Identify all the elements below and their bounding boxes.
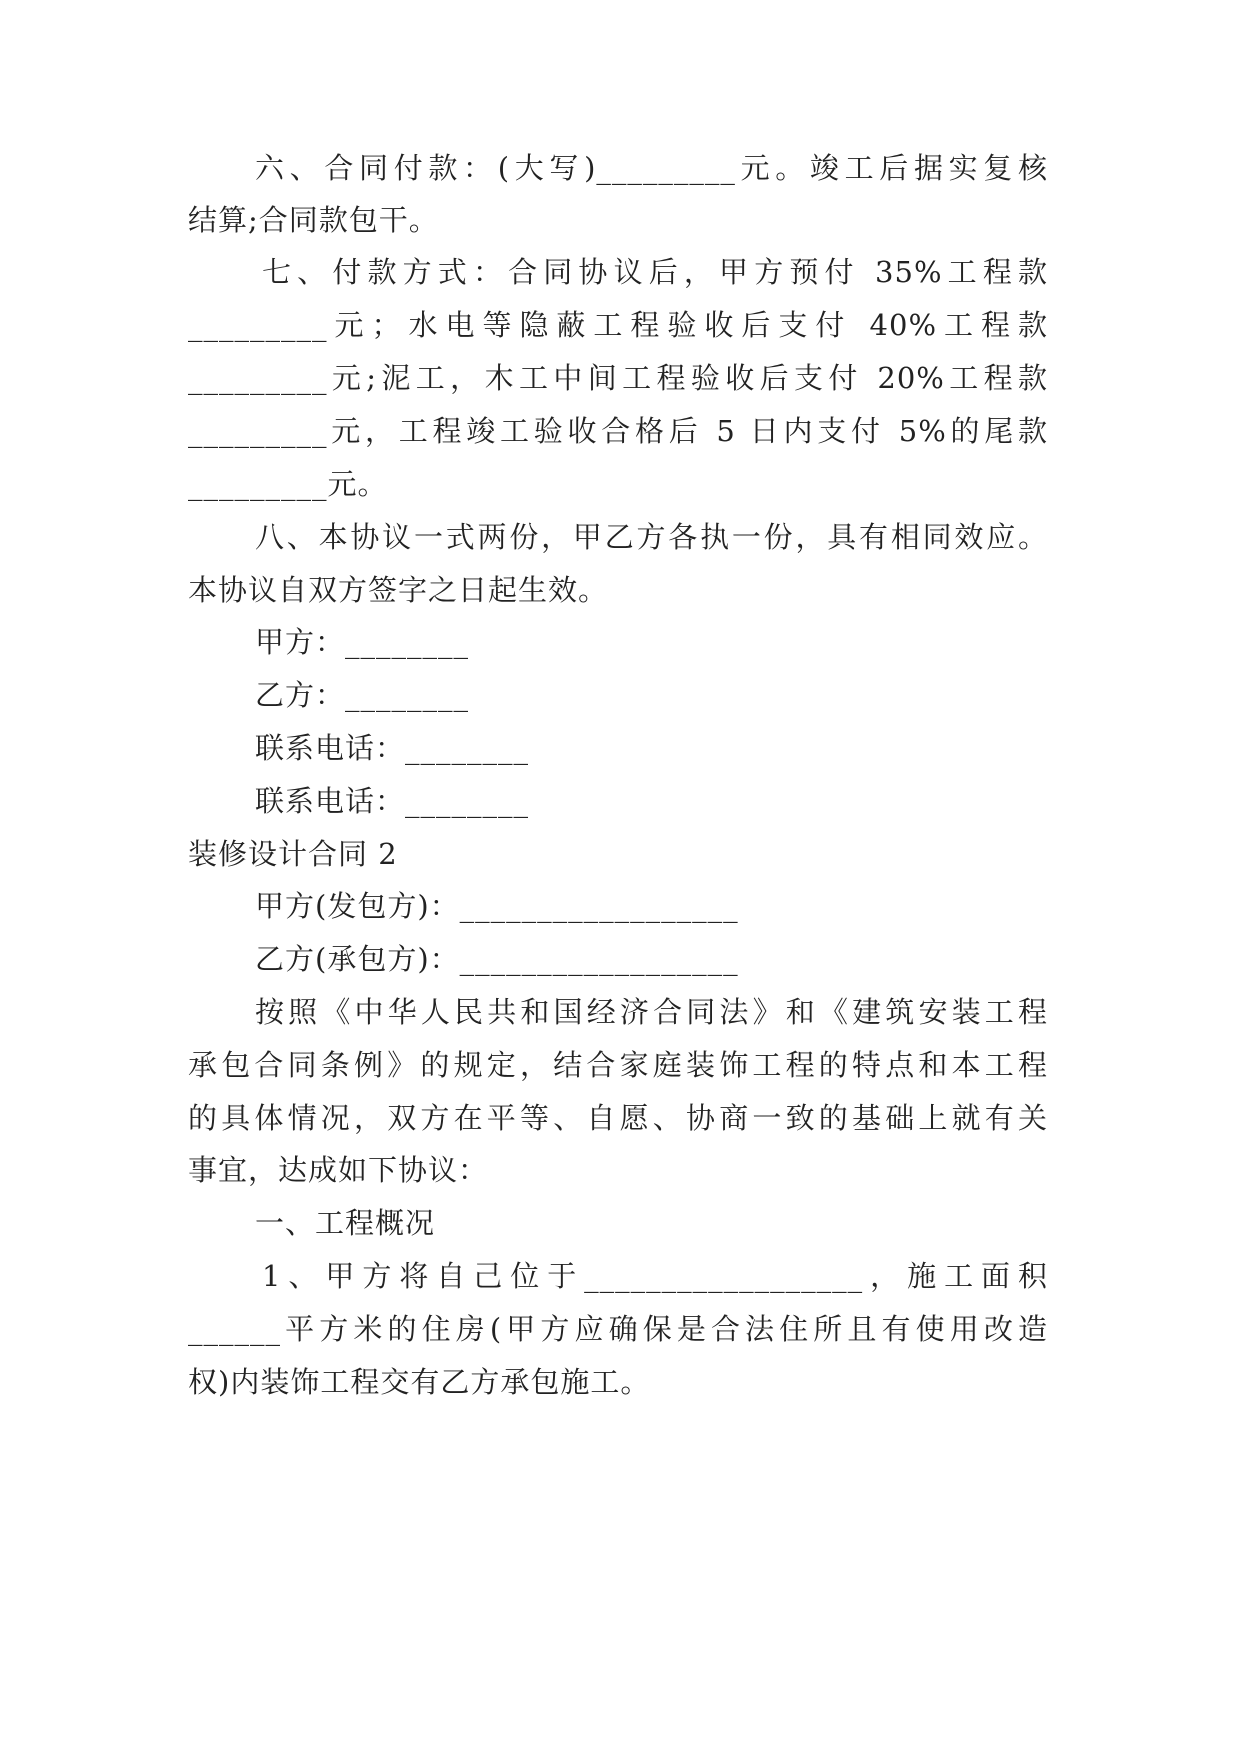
paragraph-8-line-1: 八、本协议一式两份，甲乙方各执一份，具有相同效应。 (255, 520, 1048, 554)
section-1-heading: 一、工程概况 (255, 1206, 436, 1240)
paragraph-6-line-2: 结算;合同款包干。 (188, 203, 439, 237)
paragraph-7-line-4: _________元，工程竣工验收合格后 5 日内支付 5%的尾款 (188, 414, 1048, 448)
paragraph-7-line-1: 七、付款方式：合同协议后，甲方预付 35%工程款 (262, 255, 1048, 289)
paragraph-7-line-5: _________元。 (188, 467, 388, 501)
preamble-line-3: 的具体情况，双方在平等、自愿、协商一致的基础上就有关 (188, 1101, 1048, 1135)
paragraph-7-line-2: _________元；水电等隐蔽工程验收后支付 40%工程款 (188, 308, 1048, 342)
item-1-line-3: 权)内装饰工程交有乙方承包施工。 (188, 1365, 651, 1399)
paragraph-8-line-2: 本协议自双方签字之日起生效。 (188, 573, 609, 607)
contract-2-title: 装修设计合同 2 (188, 837, 398, 871)
signature-party-a: 甲方：________ (255, 625, 470, 659)
preamble-line-4: 事宜，达成如下协议： (188, 1153, 489, 1187)
signature-phone-1: 联系电话：________ (255, 731, 530, 765)
item-1-line-2: ______平方米的住房(甲方应确保是合法住所且有使用改造 (188, 1312, 1048, 1346)
contract-2-party-a: 甲方(发包方)：__________________ (255, 889, 739, 923)
preamble-line-2: 承包合同条例》的规定，结合家庭装饰工程的特点和本工程 (188, 1048, 1048, 1082)
paragraph-6-line-1: 六、合同付款：(大写)_________元。竣工后据实复核 (255, 151, 1048, 185)
item-1-line-1: 1、甲方将自己位于__________________，施工面积 (262, 1259, 1048, 1293)
signature-party-b: 乙方：________ (255, 678, 470, 712)
signature-phone-2: 联系电话：________ (255, 784, 530, 818)
paragraph-7-line-3: _________元;泥工，木工中间工程验收后支付 20%工程款 (188, 361, 1048, 395)
contract-2-party-b: 乙方(承包方)：__________________ (255, 942, 739, 976)
preamble-line-1: 按照《中华人民共和国经济合同法》和《建筑安装工程 (255, 995, 1048, 1029)
